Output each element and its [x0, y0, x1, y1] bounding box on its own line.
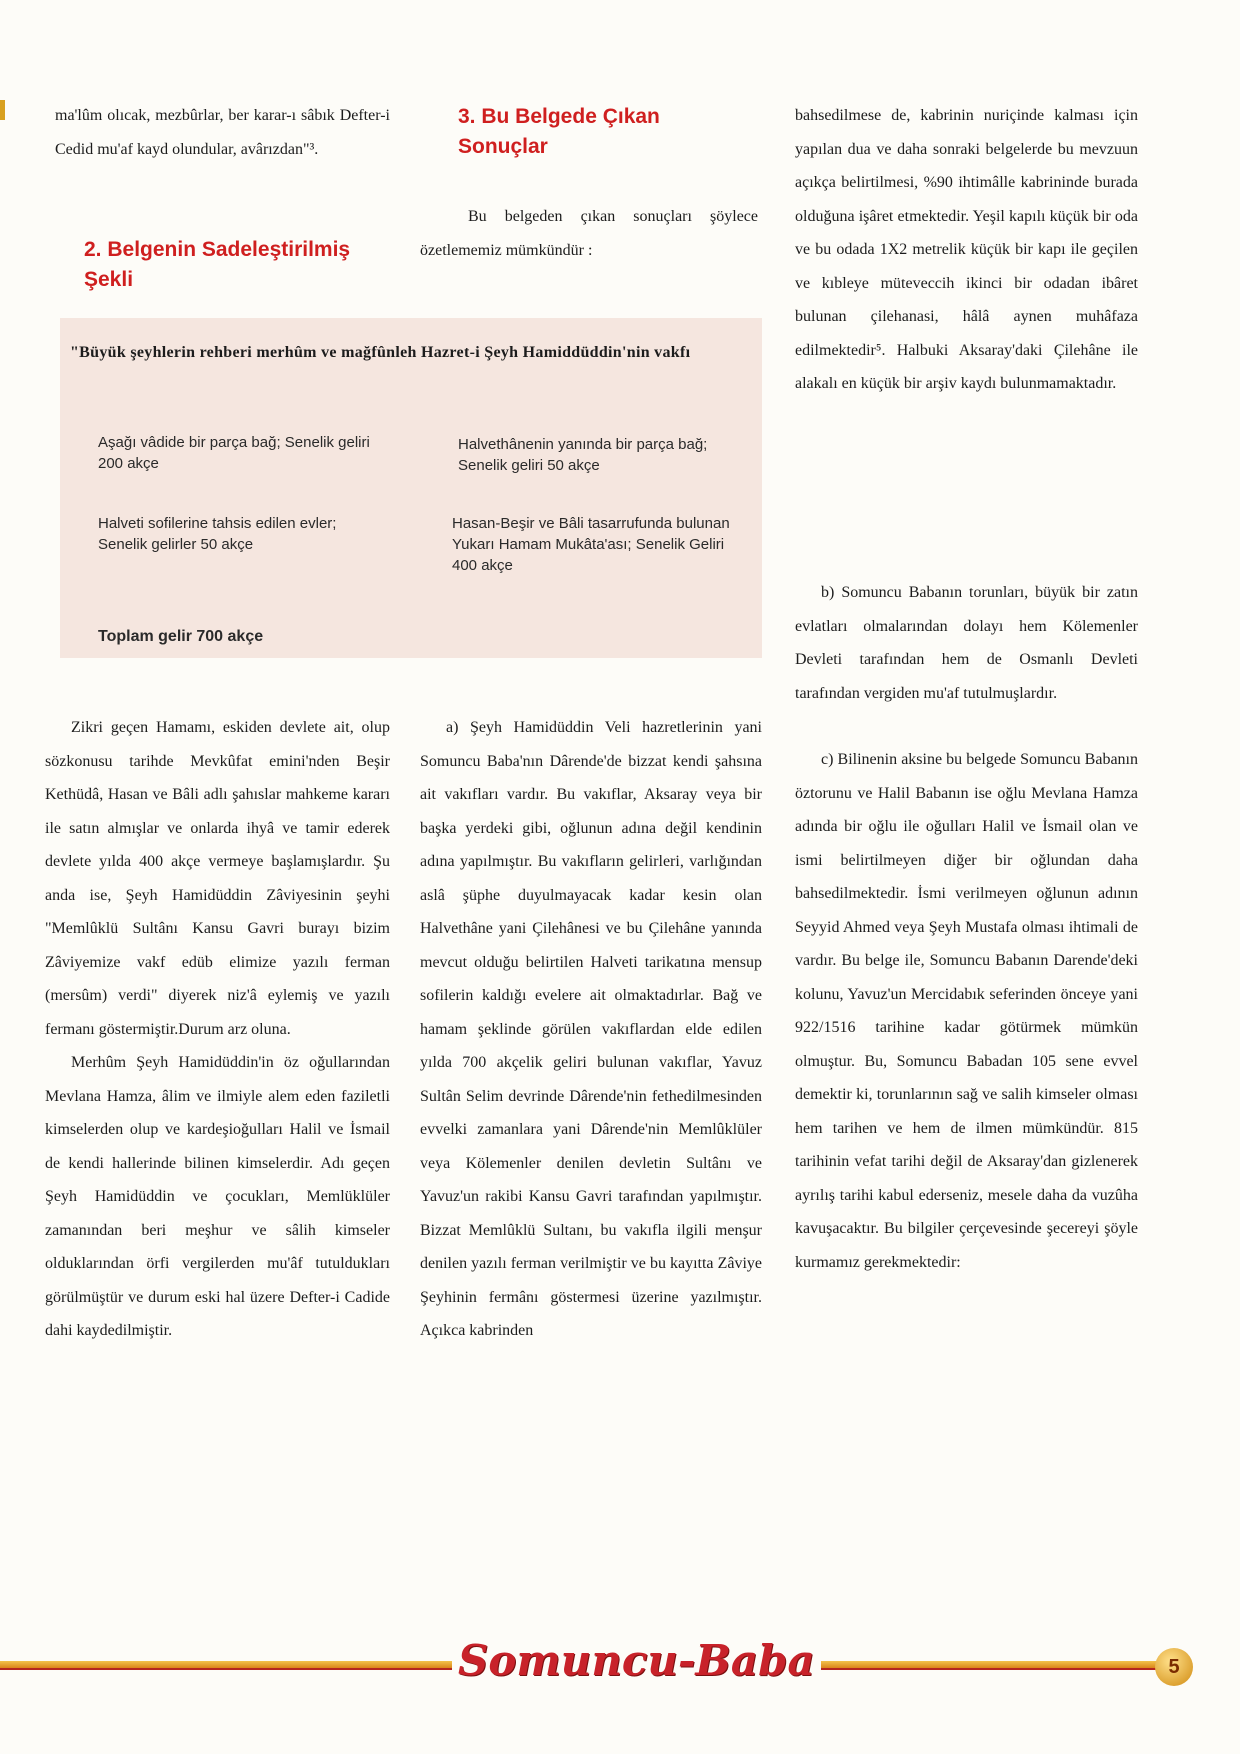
foundation-summary-box: [60, 318, 762, 658]
section-2-heading: 2. Belgenin Sadeleştirilmiş Şekli: [84, 238, 351, 291]
column1-top-text: [55, 99, 390, 166]
column3-top-text: [795, 99, 1138, 401]
paragraph: bahsedilmese de, kabrinin nuriçinde kalması için yapılan dua ve daha sonraki belgelerde bu mevzuun açıkça belirtilmesi, %90 ihtimâlle kabrininde burada olduğuna işâret etmektedir. Yeşil kapılı küçük bir oda ve bu odada 1X2 metrelik küçük bir kapı ile geçilen ve kıbleye müteveccih ikinci bir odadan ibâret bulunan çilehanasi, hâlâ aynen muhâfaza edilmektedir⁵. Halbuki Aksaray'daki Çilehâne ile alakalı en küçük bir arşiv kaydı bulunmamaktadır.: [795, 107, 1138, 392]
paragraph: Merhûm Şeyh Hamidüddin'in öz oğullarından Mevlana Hamza, âlim ve ilmiyle alem eden faziletli kimselerden olup ve kardeşioğulları Halil ve İsmail de kendi hallerinde bilinen kimselerdir. Adı geçen Şeyh Hamidüddin ve çocukları, Memlüklüler zamanından beri meşhur ve sâlih kimseler olduklarından örfi vergilerden mu'âf tutuldukları görülmüştür ve durum eski hal üzere Defter-i Cadide dahi kaydedilmiştir.: [45, 1054, 390, 1339]
paragraph: a) Şeyh Hamidüddin Veli hazretlerinin yani Somuncu Baba'nın Dârende'de bizzat kendi şahsına ait vakıfları vardır. Bu vakıflar, Aksaray veya bir başka yerdeki gibi, oğlunun adına değil kendinin adına yapılmıştır. Bu vakıfların gelirleri, varlığından aslâ şüphe duyulmayacak kadar kesin olan Halvethâne yani Çilehânesi ve bu Çilehâne yanında mevcut olduğu belirtilen Halveti tarikatına mensup sofilerin kaldığı evelere ait olmaktadırlar. Bağ ve hamam şeklinde görülen vakıflardan elde edilen yılda 700 akçelik geliri bulunan vakıflar, Yavuz Sultân Selim devrinde Dârende'nin fethedilmesinden evvelki zamanlara yani Dârende'nin Memlûklüler veya Kölemenler denilen devletin Sultânı ve Yavuz'un rakibi Kansu Gavri tarafından yapılmıştır. Bizzat Memlûklü Sultanı, bu vakıfla ilgili menşur denilen yazılı ferman verilmiştir ve bu kayıtta Zâviye Şeyhinin fermânı göstermesi üzerine yazılmıştır. Açıkca kabrinden: [420, 719, 762, 1339]
paragraph: b) Somuncu Babanın torunları, büyük bir zatın evlatları olmalarından dolayı hem Kölemenler Devleti tarafından hem de Osmanlı Devleti tarafından vergiden mu'af tutulmuşlardır.: [795, 584, 1138, 702]
paragraph: c) Bilinenin aksine bu belgede Somuncu Babanın öztorunu ve Halil Babanın ise oğlu Mevlana Hamza adında bir oğlu ile oğulları Halil ve İsmail olan ve ismi belirtilmeyen diğer bir oğlundan daha bahsedilmektedir. İsmi verilmeyen oğlunun adının Seyyid Ahmed veya Şeyh Mustafa olması ihtimali de vardır. Bu belge ile, Somuncu Babanın Darende'deki kolunu, Yavuz'un Mercidabık seferinden önceye yani 922/1516 tarihine kadar götürmek mümkün olmuştur. Bu, Somuncu Babadan 105 sene evvel demektir ki, torunlarının sağ ve salih kimseler olması hem tarihen ve hem de ilmen mümkündür. 815 tarihinin vefat tarihi değil de Aksaray'dan gizlenerek ayrılış tarihi kabul ederseniz, mesele daha da vuzûha kavuşacaktır. Bu bilgiler çerçevesinde şecereyi şöyle kurmamız gerekmektedir:: [795, 751, 1138, 1271]
box-item: Halvethânenin yanında bir parça bağ; Senelik geliri 50 akçe: [458, 436, 708, 474]
paragraph: ma'lûm olıcak, mezbûrlar, ber karar-ı sâbık Defter-i Cedid mu'af kayd olundular, avârızdan"³.: [55, 107, 390, 158]
page-number: 5: [1155, 1648, 1193, 1686]
box-total: Toplam gelir 700 akçe: [98, 628, 264, 645]
box-item: Halveti sofilerine tahsis edilen evler; Senelik gelirler 50 akçe: [98, 515, 337, 553]
section-3-intro: Bu belgeden çıkan sonuçları şöylece özetlememiz mümkündür :: [420, 208, 758, 259]
column2-bottom-text: [420, 711, 762, 1348]
column1-bottom-text: [45, 711, 390, 1348]
box-item: Hasan-Beşir ve Bâli tasarrufunda bulunan Yukarı Hamam Mukâta'ası; Senelik Geliri 400 akçe: [452, 515, 730, 574]
section-3-heading: 3. Bu Belgede Çıkan Sonuçlar: [458, 105, 660, 158]
paragraph: Zikri geçen Hamamı, eskiden devlete ait, olup sözkonusu tarihde Mevkûfat emini'nden Beşir Kethüdâ, Hasan ve Bâli adlı şahıslar mahkeme kararı ile satın almışlar ve onlarda ihyâ ve tamir ederek devlete yılda 400 akçe vermeye başlamışlardır. Şu anda ise, Şeyh Hamidüddin Zâviyesinin şeyhi "Memlûklü Sultânı Kansu Gavri burayı bizim Zâviyemize vakf edüb elimize yazılı ferman (mersûm) verdi" diyerek niz'â eylemiş ve yazılı fermanı göstermiştir.Durum arz oluna.: [45, 719, 390, 1038]
edge-mark: [0, 100, 5, 120]
box-item: Aşağı vâdide bir parça bağ; Senelik geliri 200 akçe: [98, 434, 370, 472]
box-title: "Büyük şeyhlerin rehberi merhûm ve mağfûnleh Hazret-i Şeyh Hamiddüddin'nin vakfı: [70, 344, 691, 361]
column3-bottom-text: [795, 576, 1138, 1279]
magazine-logo: Somuncu-Baba: [452, 1636, 821, 1685]
